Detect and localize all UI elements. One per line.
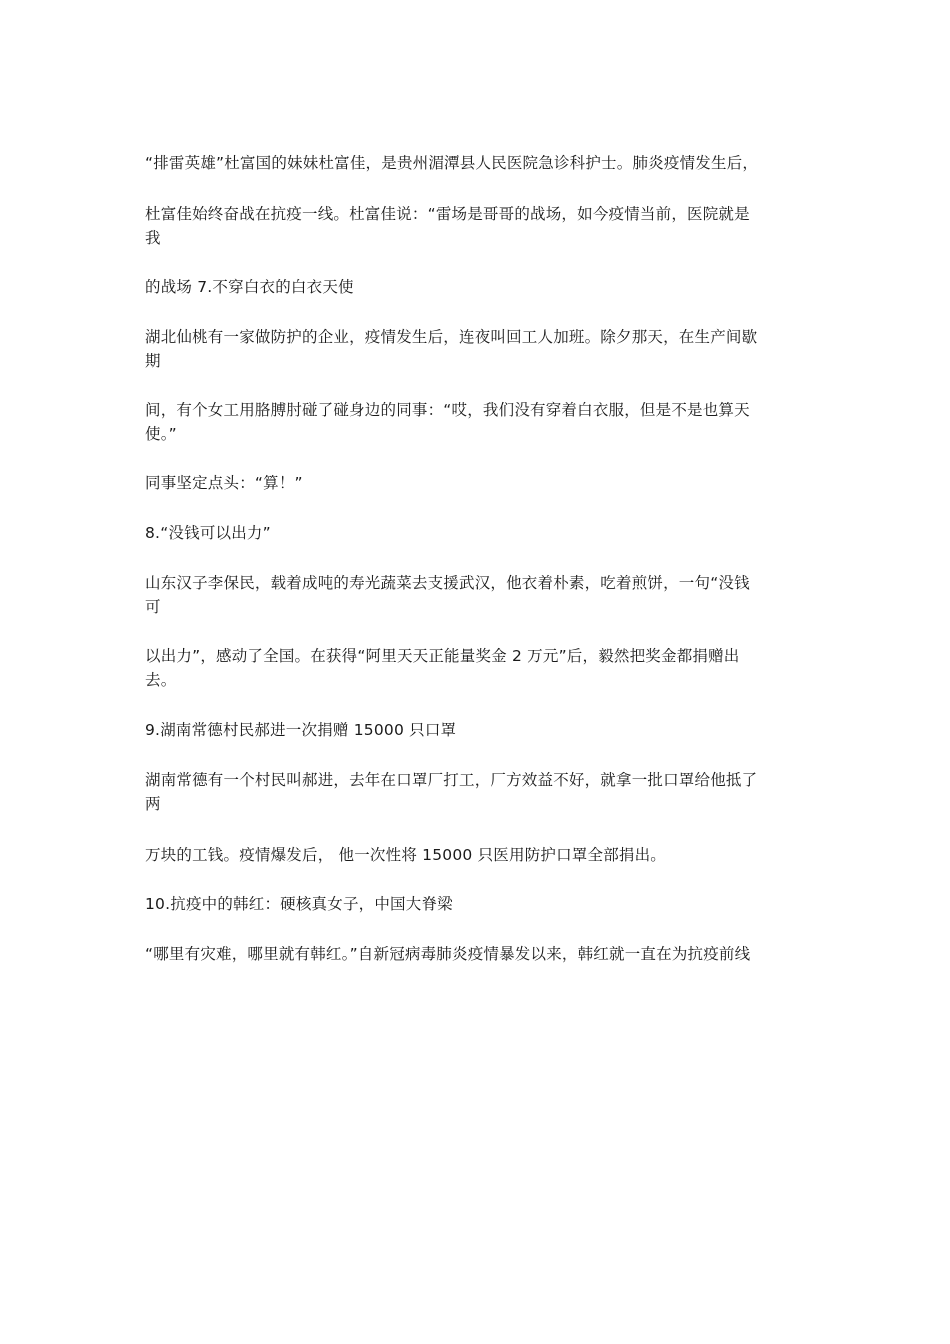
section-heading: 9.湖南常德村民郝进一次捐赠 15000 只口罩 [145, 721, 457, 739]
text-line: 同事坚定点头：“算！” [145, 474, 303, 492]
text-line: 去。 [145, 671, 177, 689]
section-heading: 8.“没钱可以出力” [145, 524, 271, 542]
section-heading: 10.抗疫中的韩红：硬核真女子，中国大脊梁 [145, 895, 453, 913]
text-line: 湖北仙桃有一家做防护的企业，疫情发生后，连夜叫回工人加班。除夕那天，在生产间歇 [145, 328, 758, 346]
text-line: 两 [145, 795, 161, 813]
text-line: “哪里有灾难，哪里就有韩红。”自新冠病毒肺炎疫情暴发以来，韩红就一直在为抗疫前线 [145, 945, 751, 963]
text-line: 可 [145, 598, 161, 616]
text-line: 的战场 7.不穿白衣的白衣天使 [145, 278, 354, 296]
text-line: “排雷英雄”杜富国的妹妹杜富佳，是贵州湄潭县人民医院急诊科护士。肺炎疫情发生后， [145, 154, 759, 172]
text-line: 我 [145, 229, 161, 247]
text-line: 间，有个女工用胳膊肘碰了碰身边的同事：“哎，我们没有穿着白衣服，但是不是也算天 [145, 401, 750, 419]
text-line: 期 [145, 352, 161, 370]
text-line: 万块的工钱。疫情爆发后， 他一次性将 15000 只医用防护口罩全部捐出。 [145, 846, 666, 864]
text-line: 使。” [145, 425, 177, 443]
text-line: 山东汉子李保民，载着成吨的寿光蔬菜去支援武汉，他衣着朴素，吃着煎饼，一句“没钱 [145, 574, 750, 592]
text-line: 以出力”，感动了全国。在获得“阿里天天正能量奖金 2 万元”后，毅然把奖金都捐赠出 [145, 647, 740, 665]
text-line: 杜富佳始终奋战在抗疫一线。杜富佳说：“雷场是哥哥的战场，如今疫情当前，医院就是 [145, 205, 750, 223]
text-line: 湖南常德有一个村民叫郝进，去年在口罩厂打工，厂方效益不好，就拿一批口罩给他抵了 [145, 771, 758, 789]
